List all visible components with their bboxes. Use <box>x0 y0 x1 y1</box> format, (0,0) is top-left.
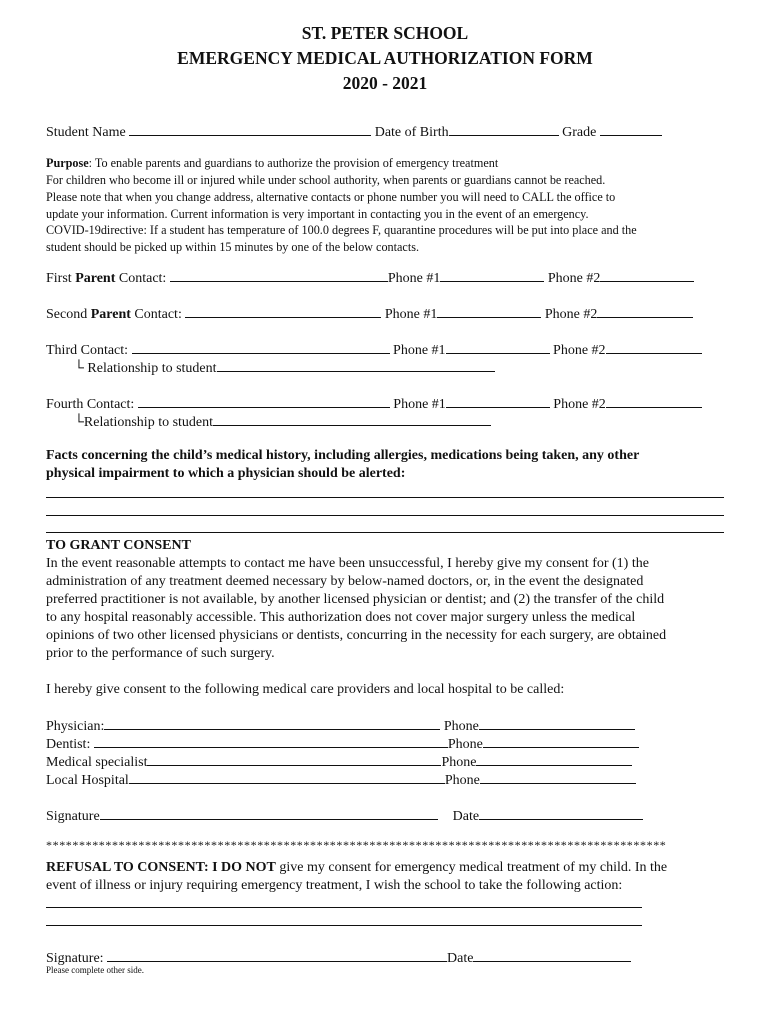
refusal-line-1: REFUSAL TO CONSENT: I DO NOT give my consent for emergency medical treatment of my child. In the <box>46 860 668 875</box>
second-contact-name-field[interactable] <box>185 304 381 318</box>
first-contact-name-field[interactable] <box>170 268 388 282</box>
physician-phone-field[interactable] <box>479 716 635 730</box>
final-signature-row: Signature: Date <box>46 948 631 968</box>
fourth-contact-phone2-label: Phone #2 <box>553 397 606 412</box>
purpose-line-6: student should be picked up within 15 minutes by one of the below contacts. <box>46 240 420 254</box>
third-contact-phone2-field[interactable] <box>606 340 702 354</box>
hospital-row: Local Hospital Phone <box>46 770 636 790</box>
purpose-line-1: Purpose: To enable parents and guardians to authorize the provision of emergency treatment <box>46 156 499 170</box>
second-contact-row: Second Parent Contact: Phone #1 Phone #2 <box>46 304 693 324</box>
third-contact-phone1-field[interactable] <box>446 340 550 354</box>
final-signature-field[interactable] <box>107 948 447 962</box>
facts-answer-line-1[interactable] <box>46 497 724 498</box>
facts-line-1: Facts concerning the child’s medical history, including allergies, medications being taken, any other <box>46 448 640 463</box>
purpose-line-5: COVID-19directive: If a student has temperature of 100.0 degrees F, quarantine procedures will be put into place and the <box>46 223 637 237</box>
first-contact-phone1-label: Phone #1 <box>387 271 441 286</box>
consent-line-6: prior to the performance of such surgery. <box>46 646 275 661</box>
grade-field[interactable] <box>600 122 662 136</box>
second-contact-phone2-field[interactable] <box>597 304 693 318</box>
fourth-contact-row: Fourth Contact: Phone #1 Phone #2 <box>46 394 702 414</box>
school-year: 2020 - 2021 <box>342 73 428 93</box>
first-contact-phone1-field[interactable] <box>440 268 544 282</box>
student-row <box>46 122 662 142</box>
providers-intro: I hereby give consent to the following medical care providers and local hospital to be called: <box>46 682 565 697</box>
footer-note: Please complete other side. <box>46 965 144 975</box>
consent-line-3: preferred practitioner is not available, by another licensed physician or dentist; and (2) the transfer of the child <box>46 592 665 607</box>
dentist-row: Dentist: Phone <box>46 734 639 754</box>
refusal-action-line-1[interactable] <box>46 907 642 908</box>
second-contact-phone2-label: Phone #2 <box>544 307 598 322</box>
fourth-contact-name-field[interactable] <box>138 394 390 408</box>
second-contact-phone1-label: Phone #1 <box>384 307 438 322</box>
consent-line-4: to any hospital reasonably accessible. This authorization does not cover major surgery unless the medical <box>46 610 636 625</box>
first-contact-row: First Parent Contact: Phone #1 Phone #2 <box>46 268 694 288</box>
separator-stars: ********************************************************************************************** <box>46 838 667 852</box>
refusal-action-line-2[interactable] <box>46 925 642 926</box>
third-contact-row: Third Contact: Phone #1 Phone #2 <box>46 340 702 360</box>
specialist-phone-field[interactable] <box>476 752 632 766</box>
fourth-contact-phone2-field[interactable] <box>606 394 702 408</box>
specialist-field[interactable] <box>147 752 441 766</box>
consent-heading: TO GRANT CONSENT <box>46 538 191 553</box>
signature-date-field[interactable] <box>479 806 643 820</box>
physician-row: Physician: Phone <box>46 716 635 736</box>
third-relationship-row: └ Relationship to student <box>74 358 495 378</box>
facts-answer-line-3[interactable] <box>46 532 724 533</box>
refusal-line-2: event of illness or injury requiring emergency treatment, I wish the school to take the following action: <box>46 878 623 893</box>
fourth-contact-phone1-label: Phone #1 <box>393 397 446 412</box>
branch-icon: └ <box>74 415 84 430</box>
final-signature-date-field[interactable] <box>473 948 631 962</box>
purpose-label: Purpose <box>46 156 89 170</box>
third-contact-name-field[interactable] <box>132 340 390 354</box>
dob-label: Date of Birth <box>374 125 449 140</box>
physician-field[interactable] <box>104 716 440 730</box>
first-contact-phone2-field[interactable] <box>600 268 694 282</box>
student-name-field[interactable] <box>129 122 371 136</box>
student-name-label: Student Name <box>46 125 126 140</box>
hospital-field[interactable] <box>129 770 445 784</box>
signature-field[interactable] <box>100 806 438 820</box>
third-relationship-field[interactable] <box>217 358 495 372</box>
school-name: ST. PETER SCHOOL <box>301 23 469 43</box>
third-contact-phone2-label: Phone #2 <box>553 343 606 358</box>
specialist-row: Medical specialist Phone <box>46 752 632 772</box>
dentist-field[interactable] <box>94 734 448 748</box>
form-title: EMERGENCY MEDICAL AUTHORIZATION FORM <box>177 48 593 68</box>
purpose-line-3: Please note that when you change address, alternative contacts or phone number you will need to CALL the office to <box>46 190 616 204</box>
hospital-phone-field[interactable] <box>480 770 636 784</box>
dob-field[interactable] <box>449 122 559 136</box>
grade-label: Grade <box>562 125 597 140</box>
purpose-line-2: For children who become ill or injured while under school authority, when parents or guardians cannot be reached. <box>46 173 606 187</box>
first-contact-phone2-label: Phone #2 <box>547 271 601 286</box>
consent-line-5: opinions of two other licensed physicians or dentists, concurring in the necessity for each surgery, are obtained <box>46 628 667 643</box>
fourth-relationship-row: └Relationship to student <box>74 412 491 432</box>
fourth-contact-phone1-field[interactable] <box>446 394 550 408</box>
facts-line-2: physical impairment to which a physician should be alerted: <box>46 466 406 481</box>
consent-line-2: administration of any treatment deemed necessary by below-named doctors, or, in the event the designated <box>46 574 644 589</box>
third-contact-phone1-label: Phone #1 <box>393 343 446 358</box>
fourth-relationship-field[interactable] <box>213 412 491 426</box>
second-contact-phone1-field[interactable] <box>437 304 541 318</box>
dentist-phone-field[interactable] <box>483 734 639 748</box>
consent-line-1: In the event reasonable attempts to contact me have been unsuccessful, I hereby give my consent for (1) the <box>46 556 649 571</box>
branch-icon: └ <box>74 361 84 376</box>
signature-row: Signature Date <box>46 806 643 826</box>
facts-answer-line-2[interactable] <box>46 515 724 516</box>
purpose-line-4: update your information. Current information is very important in contacting you in the event of an emergency. <box>46 207 589 221</box>
